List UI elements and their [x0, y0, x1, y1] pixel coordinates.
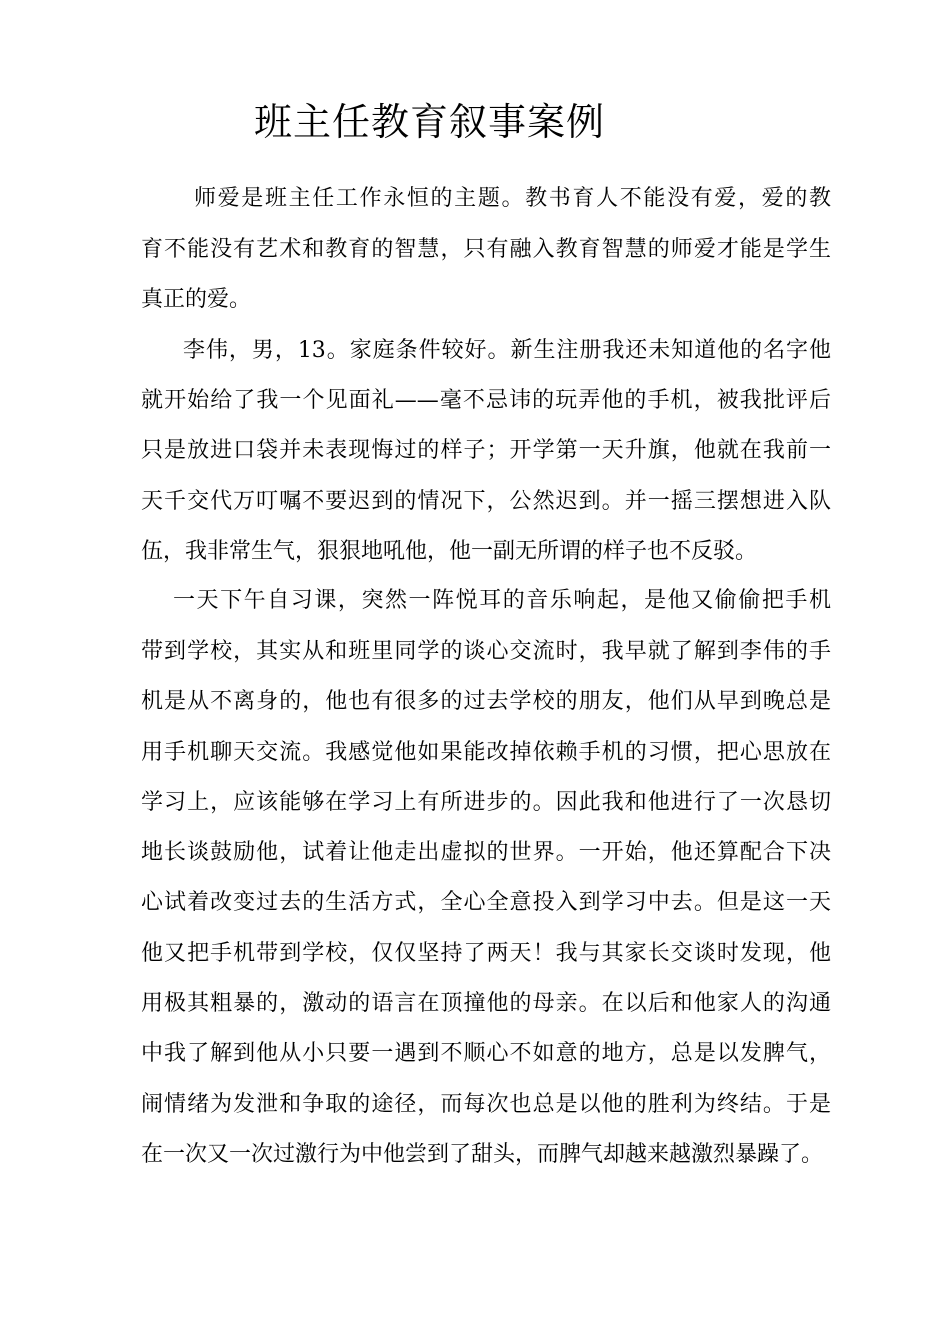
paragraph-3-line-1: 一天下午自习课，突然一阵悦耳的音乐响起，是他又偷偷把手机: [173, 588, 831, 613]
paragraph-1-line-1: 师爱是班主任工作永恒的主题。教书育人不能没有爱，爱的教: [194, 186, 831, 211]
paragraph-3-line-2: 带到学校，其实从和班里同学的谈心交流时，我早就了解到李伟的手: [141, 639, 831, 664]
paragraph-3-line-8: 他又把手机带到学校，仅仅坚持了两天！我与其家长交谈时发现，他: [141, 941, 831, 966]
paragraph-2-line-3: 只是放进口袋并未表现悔过的样子；开学第一天升旗，他就在我前一: [141, 438, 831, 463]
paragraph-3-line-4: 用手机聊天交流。我感觉他如果能改掉依赖手机的习惯，把心思放在: [141, 740, 831, 765]
paragraph-3-line-12: 在一次又一次过激行为中他尝到了甜头，而脾气却越来越激烈暴躁了。: [141, 1142, 824, 1167]
paragraph-2-line-1: 李伟，男，13。家庭条件较好。新生注册我还未知道他的名字他: [183, 338, 831, 363]
paragraph-2-line-2: 就开始给了我一个见面礼——毫不忌讳的玩弄他的手机，被我批评后: [141, 388, 831, 413]
paragraph-1-line-2: 育不能没有艺术和教育的智慧，只有融入教育智慧的师爱才能是学生: [141, 237, 831, 262]
paragraph-3-line-3: 机是从不离身的，他也有很多的过去学校的朋友，他们从早到晚总是: [141, 689, 831, 714]
paragraph-3-line-11: 闹情绪为发泄和争取的途径，而每次也总是以他的胜利为终结。于是: [141, 1092, 831, 1117]
document-title: 班主任教育叙事案例: [254, 100, 606, 144]
paragraph-3-line-6: 地长谈鼓励他，试着让他走出虚拟的世界。一开始，他还算配合下决: [141, 840, 831, 865]
paragraph-2-line-5: 伍，我非常生气，狠狠地吼他，他一副无所谓的样子也不反驳。: [141, 539, 758, 564]
paragraph-3-line-5: 学习上，应该能够在学习上有所进步的。因此我和他进行了一次恳切: [141, 790, 831, 815]
paragraph-1-line-3: 真正的爱。: [141, 287, 252, 312]
paragraph-2-line-4: 天千交代万叮嘱不要迟到的情况下，公然迟到。并一摇三摆想进入队: [141, 489, 831, 514]
paragraph-3-line-9: 用极其粗暴的，激动的语言在顶撞他的母亲。在以后和他家人的沟通: [141, 991, 831, 1016]
paragraph-3-line-7: 心试着改变过去的生活方式，全心全意投入到学习中去。但是这一天: [141, 890, 831, 915]
paragraph-3-line-10: 中我了解到他从小只要一遇到不顺心不如意的地方，总是以发脾气，: [141, 1041, 831, 1066]
